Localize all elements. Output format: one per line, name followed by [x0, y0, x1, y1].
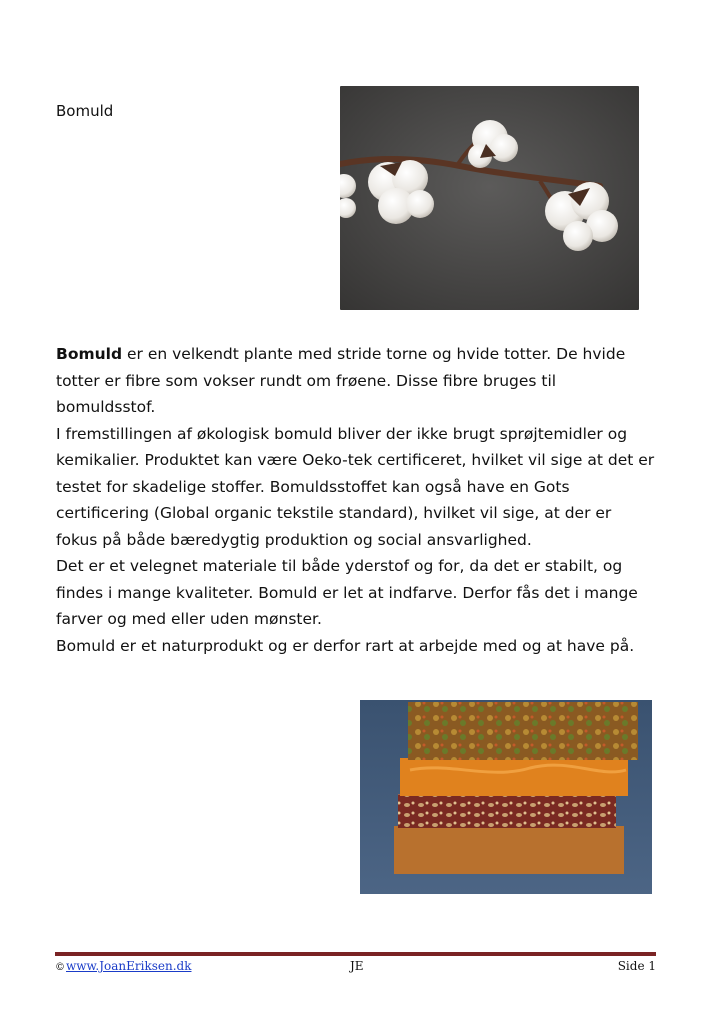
- paragraph-qualities: Det er et velegnet materiale til både yderstof og for, da det er stabilt, og findes i mange kvaliteter. Bomuld er let at indfarve. Derfor fås det i mange farver og med eller uden mønster.: [56, 557, 638, 628]
- paragraph-organic: I fremstillingen af økologisk bomuld bliver der ikke brugt sprøjtemidler og kemikalier. Produktet kan være Oeko-tek certificeret, hvilket vil sige at det er testet for skadelige stoffer. Bomuldsstoffet kan også have en Gots certificering (Global organic tekstile standard), hvilket vil sige, at der er fokus på både bæredygtig produktion og social ansvarlighed.: [56, 424, 655, 549]
- paragraph-natural: Bomuld er et naturprodukt og er derfor rart at arbejde med og at have på.: [56, 636, 635, 655]
- cotton-branch-photo: [340, 86, 639, 310]
- page-heading: Bomuld: [56, 102, 114, 120]
- stacked-fabrics-photo: [360, 700, 652, 894]
- footer: [55, 959, 656, 977]
- footer-initials: JE: [350, 959, 364, 973]
- footer-rule: [55, 952, 656, 956]
- website-link[interactable]: www.JoanEriksen.dk: [66, 959, 192, 973]
- bold-term: Bomuld: [56, 345, 123, 363]
- paragraph-intro: Bomuld er en velkendt plante med stride torne og hvide totter. De hvide totter er fibre som vokser rundt om frøene. Disse fibre bruges til bomuldsstof.: [56, 345, 626, 416]
- copyright-icon: ©: [55, 962, 65, 973]
- body-text: [56, 341, 656, 659]
- footer-left: [55, 959, 191, 973]
- page-number: Side 1: [617, 959, 656, 973]
